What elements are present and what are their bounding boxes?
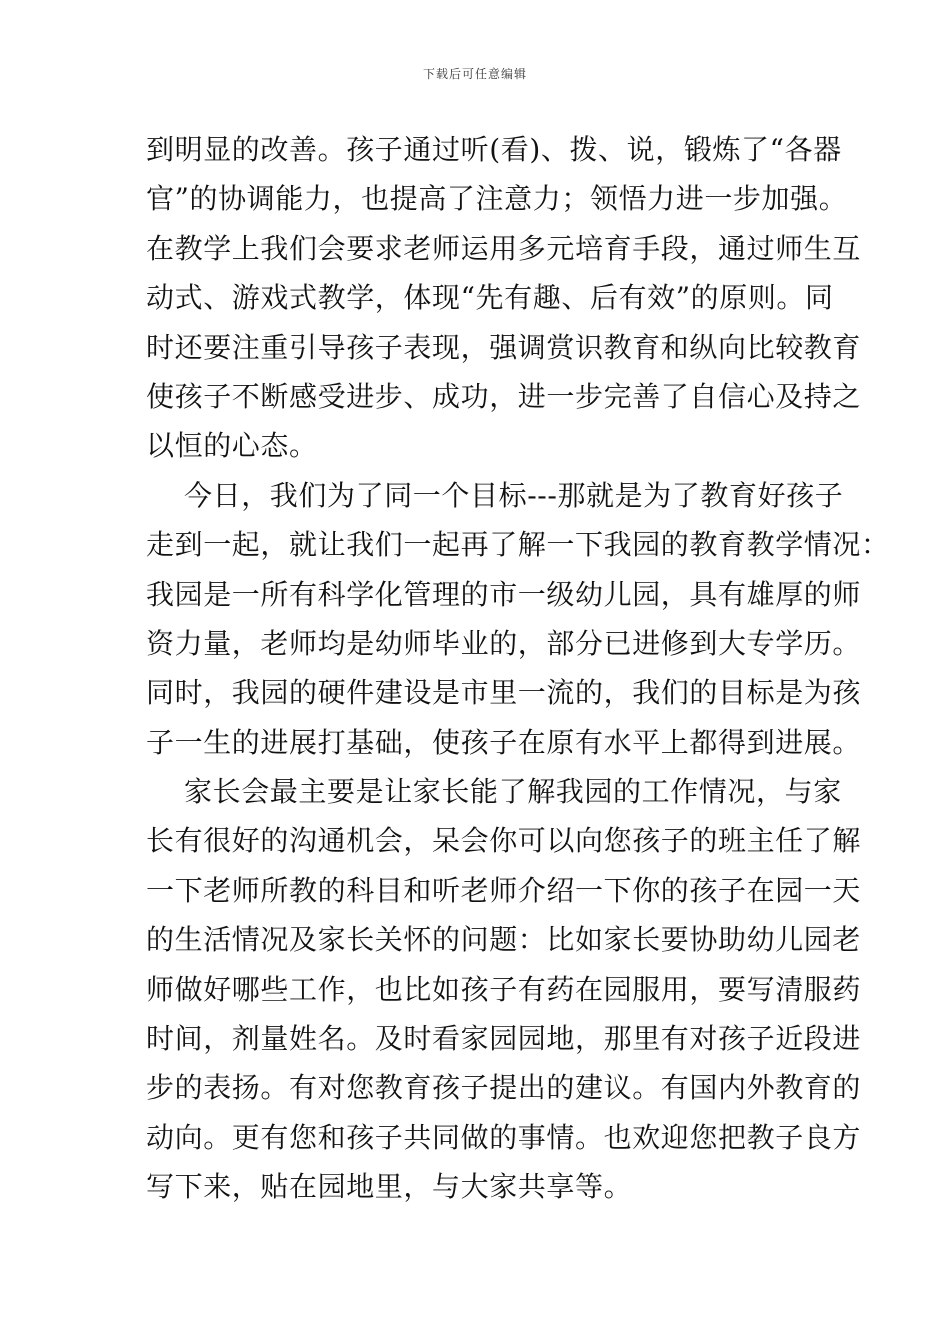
text-line: 走到一起，就让我们一起再了解一下我园的教育教学情况： (146, 528, 890, 562)
text-line: 写下来，贴在园地里，与大家共享等。 (146, 1170, 633, 1204)
text-line: 在教学上我们会要求老师运用多元培育手段，通过师生互 (146, 231, 862, 265)
paragraph-3 (146, 767, 862, 1212)
text-line: 动式、游戏式教学，体现“先有趣、后有效”的原则。同 (146, 281, 834, 315)
document-body (146, 125, 890, 1212)
text-line: 同时，我园的硬件建设是市里一流的，我们的目标是为孩 (146, 676, 862, 710)
text-line: 使孩子不断感受进步、成功，进一步完善了自信心及持之 (146, 379, 862, 413)
paragraph-1 (146, 125, 862, 471)
text-line: 今日，我们为了同一个目标---那就是为了教育好孩子 (184, 478, 844, 512)
text-line: 一下老师所教的科目和听老师介绍一下你的孩子在园一天 (146, 873, 862, 907)
text-line: 长有很好的沟通机会，呆会你可以向您孩子的班主任了解 (146, 824, 862, 858)
text-line: 资力量，老师均是幼师毕业的，部分已进修到大专学历。 (146, 626, 862, 660)
text-line: 到明显的改善。孩子通过听(看)、拨、说，锻炼了“各器 (146, 133, 842, 166)
text-line: 动向。更有您和孩子共同做的事情。也欢迎您把教子良方 (146, 1120, 862, 1154)
text-line: 子一生的进展打基础，使孩子在原有水平上都得到进展。 (146, 725, 862, 759)
text-line: 时还要注重引导孩子表现，强调赏识教育和纵向比较教育 (146, 330, 862, 364)
text-line: 时间，剂量姓名。及时看家园园地，那里有对孩子近段进 (146, 1022, 862, 1056)
text-line: 我园是一所有科学化管理的市一级幼儿园，具有雄厚的师 (146, 577, 862, 611)
paragraph-2 (146, 471, 890, 767)
page-header: 下载后可任意编辑 (422, 67, 527, 81)
text-line: 步的表扬。有对您教育孩子提出的建议。有国内外教育的 (146, 1071, 862, 1105)
text-line: 以恒的心态。 (146, 429, 318, 463)
text-line: 官”的协调能力，也提高了注意力；领悟力进一步加强。 (146, 182, 848, 216)
text-line: 师做好哪些工作，也比如孩子有药在园服用，要写清服药 (146, 972, 862, 1006)
text-line: 的生活情况及家长关怀的问题：比如家长要协助幼儿园老 (146, 923, 862, 957)
text-line: 家长会最主要是让家长能了解我园的工作情况，与家 (184, 775, 842, 809)
